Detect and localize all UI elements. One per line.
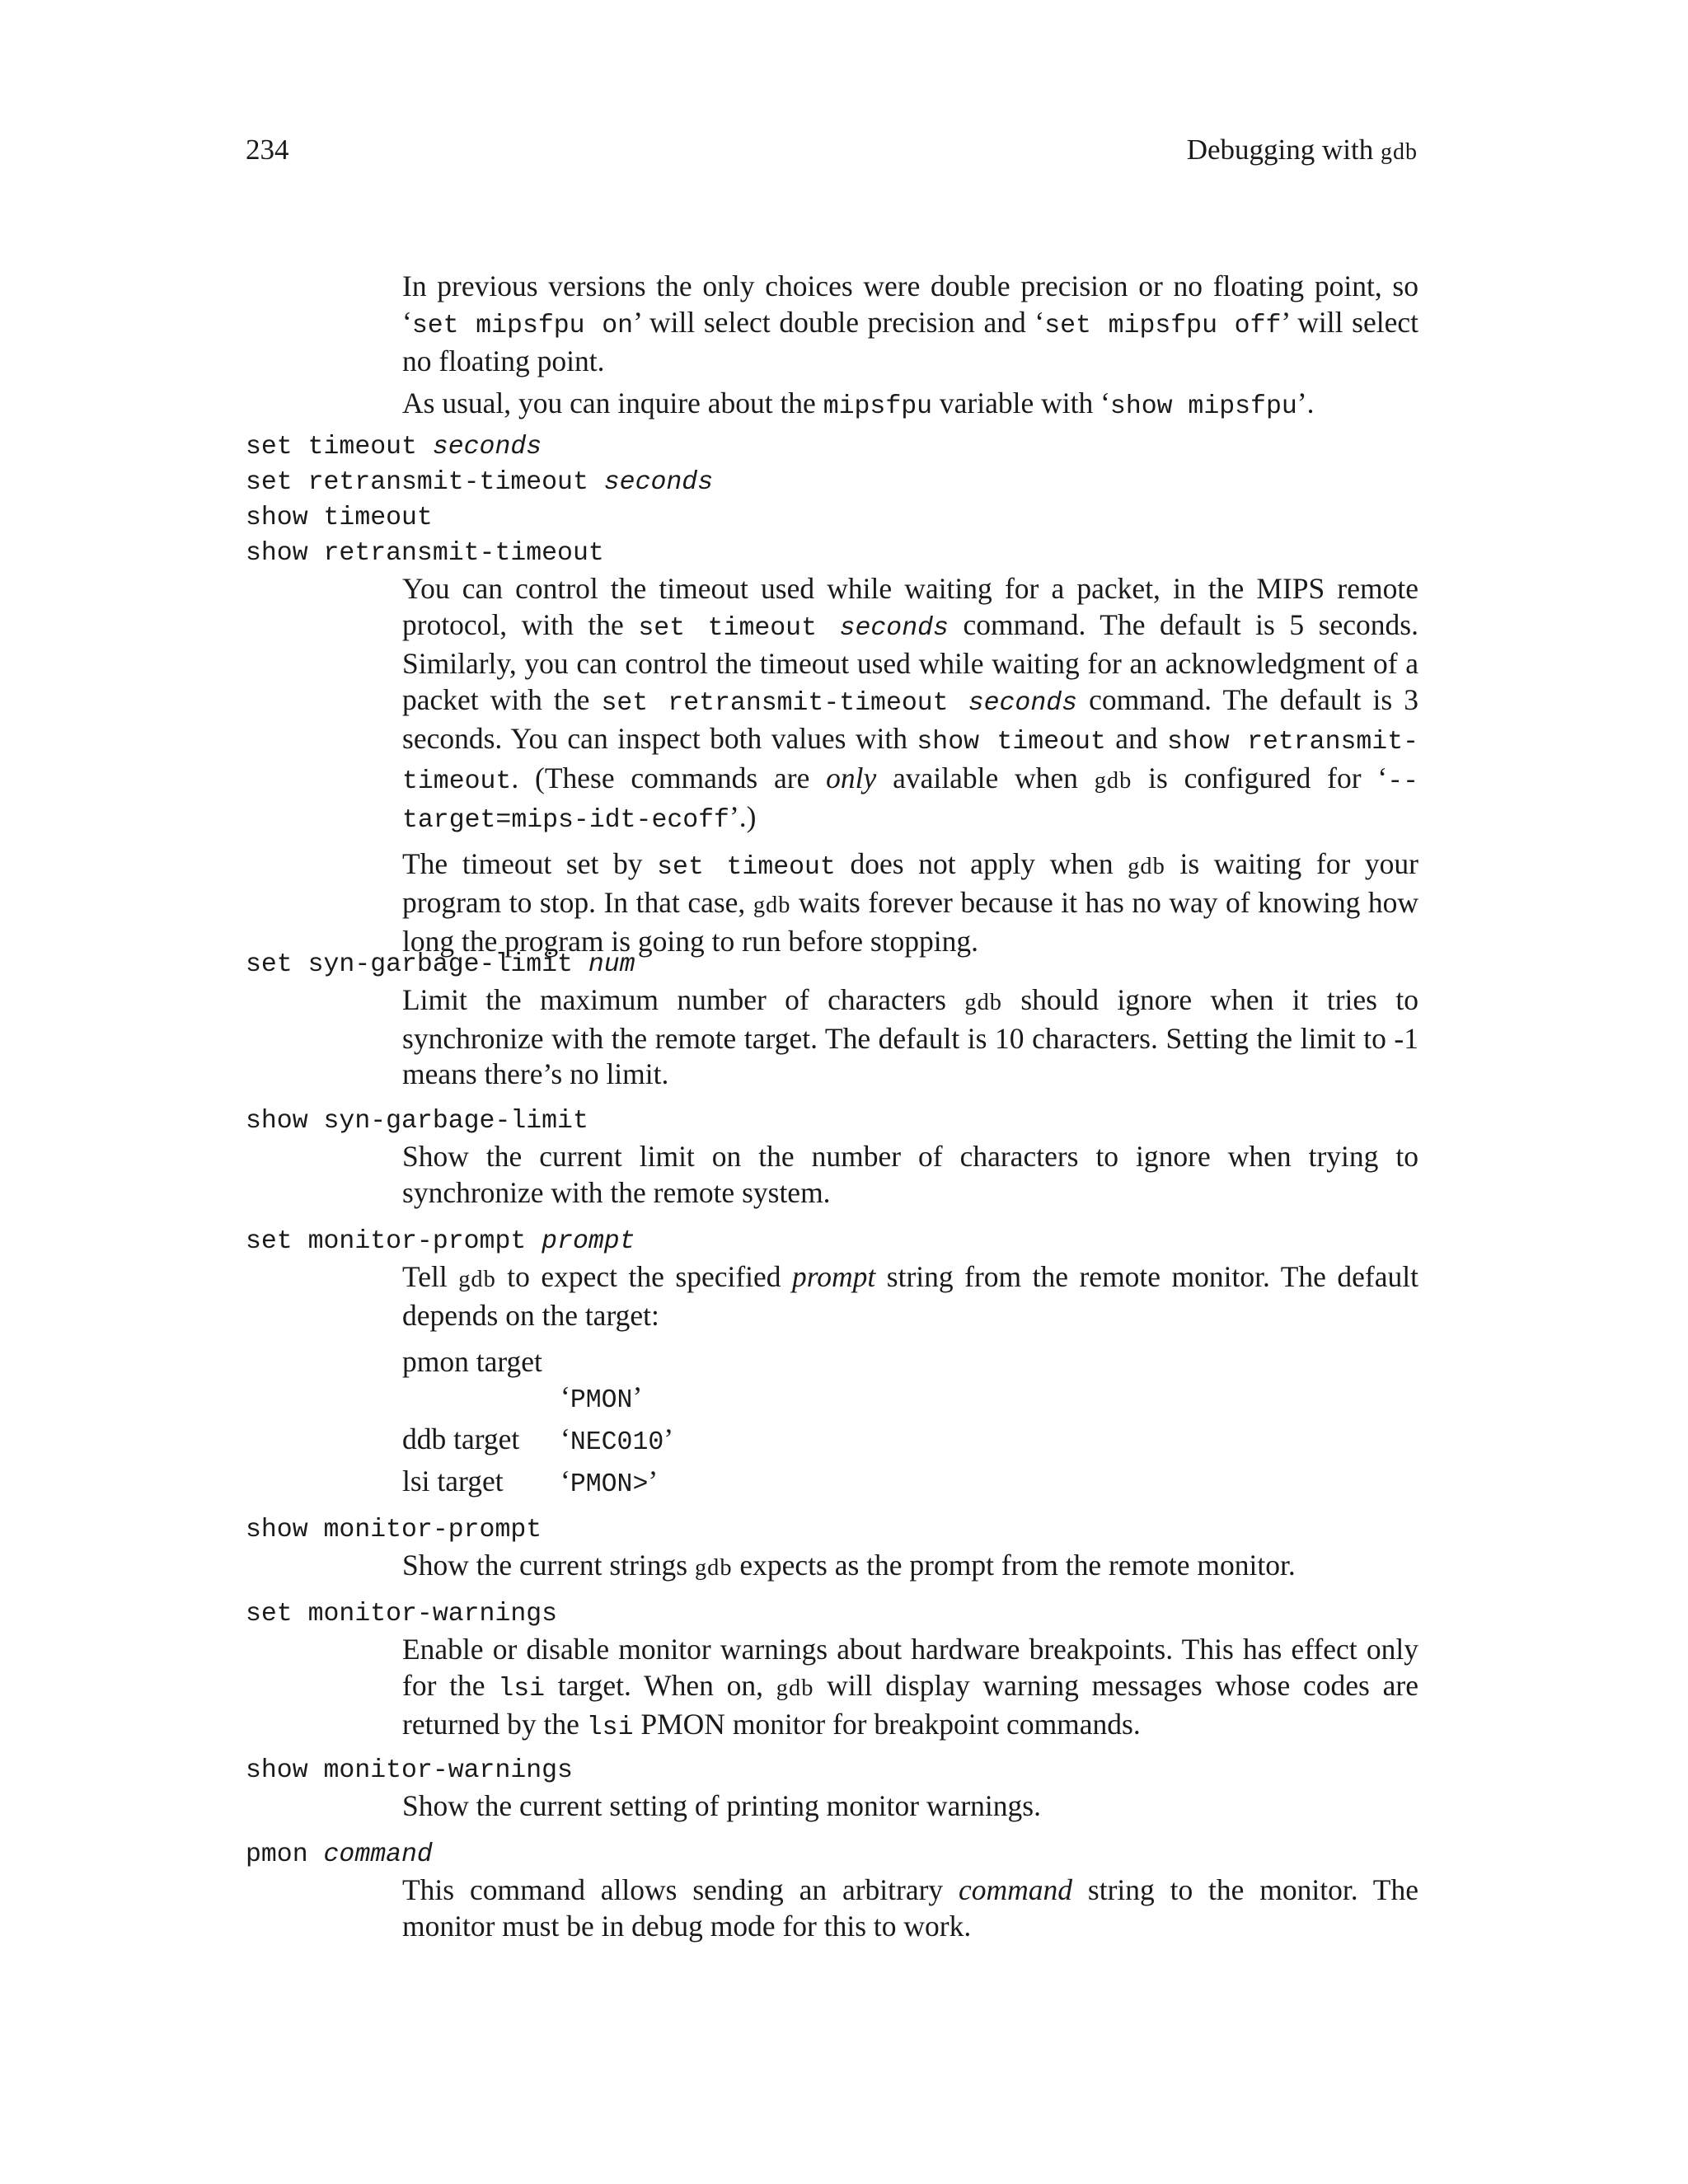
term-show-monitor-prompt: show monitor-prompt	[246, 1516, 542, 1544]
timeout-paragraph-2: The timeout set by set timeout does not apply when gdb is waiting for your program to stop. In that case, gdb waits forever because it has no way of knowing how long the program is going to run before stopping.	[402, 846, 1418, 958]
target-value-pmon: ‘PMON’	[560, 1380, 643, 1415]
term-show-retransmit-timeout: show retransmit-timeout	[246, 539, 604, 568]
syn-show-description: Show the current limit on the number of characters to ignore when trying to synchronize with the remote system.	[402, 1140, 1418, 1209]
target-label-pmon: pmon target	[402, 1345, 542, 1378]
term-set-retransmit-timeout: set retransmit-timeout seconds	[246, 468, 714, 497]
term-show-timeout: show timeout	[246, 504, 433, 532]
intro-paragraph-2: As usual, you can inquire about the mipsfpu variable with ‘show mipsfpu’.	[402, 386, 1315, 421]
gdb-smallcaps: gdb	[1381, 139, 1418, 165]
page-number: 234	[246, 134, 289, 166]
term-set-timeout: set timeout seconds	[246, 433, 542, 462]
intro-paragraph-1: In previous versions the only choices were double precision or no floating point, so ‘set mipsfpu on’ will select double precision and ‘set mipsfpu off’ will select no floating point.	[402, 269, 1418, 377]
running-title: Debugging with gdb	[1186, 134, 1418, 166]
target-label-lsi: lsi target	[402, 1465, 504, 1497]
timeout-paragraph-1: You can control the timeout used while waiting for a packet, in the MIPS remote protocol, with the set timeout seconds command. The default is 5 seconds. Similarly, you can control the timeout used while waiting for an acknowledgment of a packet with the set retransmit-timeout seconds command. The default is 3 seconds. You can inspect both values with show timeout and show retransmit-timeout. (These commands are only available when gdb is configured for ‘--target=mips-idt-ecoff’.)	[402, 572, 1419, 835]
target-value-ddb: ‘NEC010’	[560, 1422, 674, 1457]
term-show-monitor-warnings: show monitor-warnings	[246, 1756, 573, 1785]
prompt-show-description: Show the current strings gdb expects as the prompt from the remote monitor.	[402, 1549, 1296, 1582]
timeout-description	[402, 571, 1418, 959]
prompt-set-description: Tell gdb to expect the specified prompt string from the remote monitor. The default depends on the target:	[402, 1260, 1418, 1332]
target-value-lsi: ‘PMON>’	[560, 1465, 659, 1499]
warn-set-description: Enable or disable monitor warnings about hardware breakpoints. This has effect only for the lsi target. When on, gdb will display warning messages whose codes are returned by the lsi PMON monitor for breakpoint commands.	[402, 1633, 1418, 1742]
term-show-syn-garbage-limit: show syn-garbage-limit	[246, 1107, 588, 1136]
term-set-monitor-prompt: set monitor-prompt prompt	[246, 1227, 635, 1256]
pmon-description: This command allows sending an arbitrary command string to the monitor. The monitor must be in debug mode for this to work.	[402, 1873, 1418, 1943]
term-set-monitor-warnings: set monitor-warnings	[246, 1600, 558, 1629]
term-set-syn-garbage-limit: set syn-garbage-limit num	[246, 950, 635, 979]
intro-block	[402, 269, 1418, 424]
warn-show-description: Show the current setting of printing monitor warnings.	[402, 1789, 1041, 1822]
target-label-ddb: ddb target	[402, 1422, 520, 1455]
syn-set-description: Limit the maximum number of characters gdb should ignore when it tries to synchronize with the remote target. The default is 10 characters. Setting the limit to -1 means there’s no limit.	[402, 983, 1418, 1090]
term-pmon-command: pmon command	[246, 1840, 433, 1869]
